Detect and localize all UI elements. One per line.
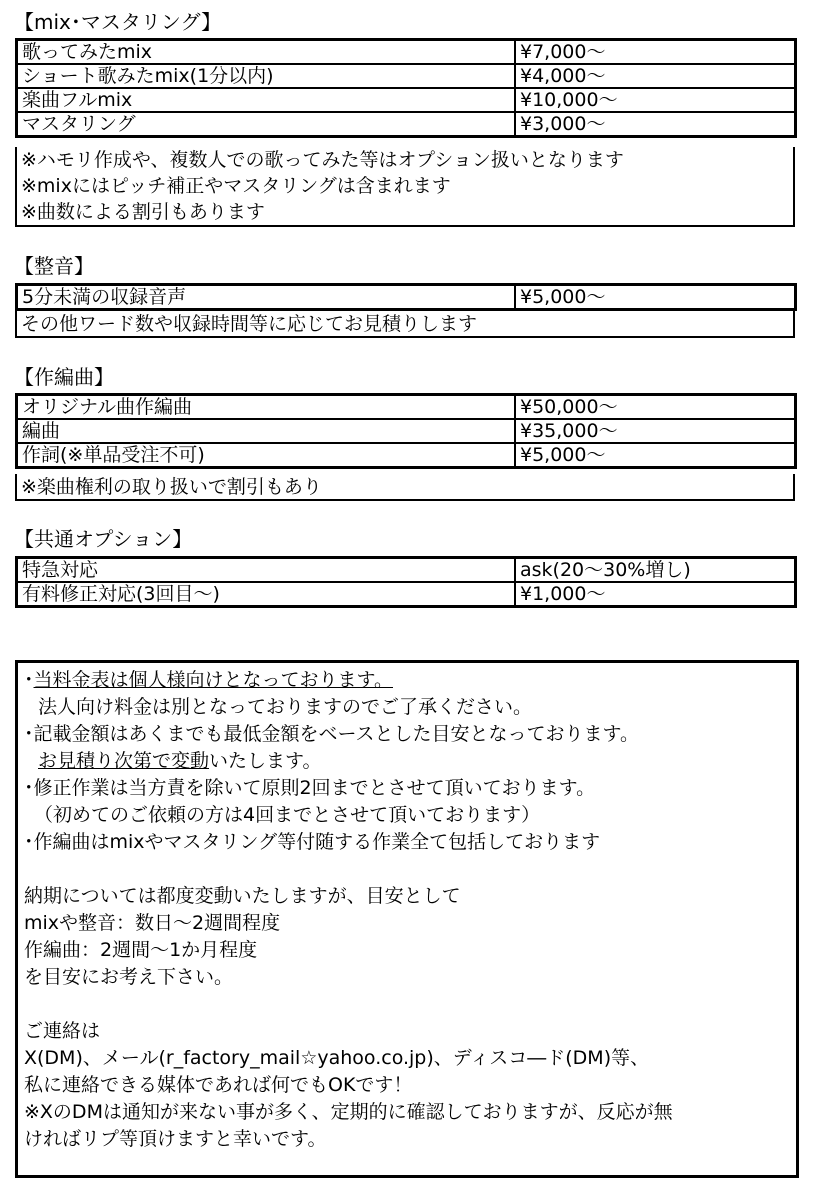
service-name: 編曲 [17,419,516,443]
service-name: 有料修正対応(3回目〜) [17,582,516,607]
table-row [17,88,796,112]
composition-price-table [15,393,797,469]
table-row [17,582,796,607]
info-line [24,748,790,775]
service-name: ショート歌みたmix(1分以内) [17,64,516,88]
service-price: ¥35,000〜 [515,419,796,443]
info-line: ※XのDMは通知が来ない事が多く、定期的に確認しておりますが、反応が無 [24,1101,673,1123]
info-line: ければリプ等頂けますと幸いです。 [24,1128,327,1150]
terms-info-box [15,660,799,1178]
estimate-variation-note: お見積り次第で変動 [38,750,210,772]
mix-notes [15,147,795,227]
service-price: ¥3,000〜 [515,112,796,137]
service-name: 歌ってみたmix [17,40,516,65]
info-line: mixや整音：数日〜2週間程度 [24,912,281,934]
service-price: ask(20〜30%増し) [515,558,796,583]
mix-price-table [15,38,797,138]
service-price: ¥1,000〜 [515,582,796,607]
mix-heading: 【mix･マスタリング】 [14,10,222,34]
note-line: その他ワード数や収録時間等に応じてお見積りします [21,313,478,335]
note-line: ※ハモリ作成や、複数人での歌ってみた等はオプション扱いとなります [21,149,624,171]
composition-heading: 【作編曲】 [14,365,114,389]
table-row [17,40,796,65]
table-row [17,419,796,443]
contact-channels: X(DM)、メール(r_factory_mail☆yahoo.co.jp)、ディスコ―ド(DM)等、 [24,1047,650,1069]
info-line: ･作編曲はmixやマスタリング等付随する作業全て包括しております [24,831,601,853]
info-line: 納期については都度変動いたしますが、目安として [24,885,461,907]
seion-price-table [15,283,797,311]
bullet-mark: ･ [24,669,34,691]
note-line: ※曲数による割引もあります [21,201,265,223]
options-heading: 【共通オプション】 [14,527,193,551]
service-name: 5分未満の収録音声 [17,285,516,310]
service-name: マスタリング [17,112,516,137]
info-line: 私に連絡できる媒体であれば何でもOKです！ [24,1074,413,1096]
info-line: ･修正作業は当方責を除いて原則2回までとさせて頂いております。 [24,777,596,799]
table-row [17,395,796,420]
note-line: ※楽曲権利の取り扱いで割引もあり [21,476,322,498]
blank-line [24,991,790,1018]
info-line: 作編曲：2週間〜1か月程度 [24,939,258,961]
service-price: ¥5,000〜 [515,443,796,468]
service-name: 楽曲フルmix [17,88,516,112]
info-line: を目安にお考え下さい。 [24,966,234,988]
service-name: 特急対応 [17,558,516,583]
service-price: ¥50,000〜 [515,395,796,420]
info-line: （初めてのご依頼の方は4回までとさせて頂いております） [34,804,541,826]
info-line [24,667,790,694]
table-row [17,112,796,137]
table-row [17,443,796,468]
composition-notes [15,474,795,501]
service-name: オリジナル曲作編曲 [17,395,516,420]
service-price: ¥4,000〜 [515,64,796,88]
info-line: ご連絡は [24,1020,101,1042]
table-row [17,285,796,310]
info-line: ･記載金額はあくまでも最低金額をベースとした目安となっております。 [24,723,640,745]
service-price: ¥7,000〜 [515,40,796,65]
options-price-table [15,556,797,608]
note-line: ※mixにはピッチ補正やマスタリングは含まれます [21,175,451,197]
seion-notes [15,311,795,338]
info-text: いたします。 [209,750,322,772]
seion-heading: 【整音】 [14,254,94,278]
service-price: ¥10,000〜 [515,88,796,112]
service-price: ¥5,000〜 [515,285,796,310]
service-name: 作詞(※単品受注不可) [17,443,516,468]
table-row [17,558,796,583]
table-row [17,64,796,88]
individual-pricing-note: 当料金表は個人様向けとなっております。 [33,669,393,691]
blank-line [24,856,790,883]
info-line: 法人向け料金は別となっておりますのでご了承ください。 [38,696,533,718]
